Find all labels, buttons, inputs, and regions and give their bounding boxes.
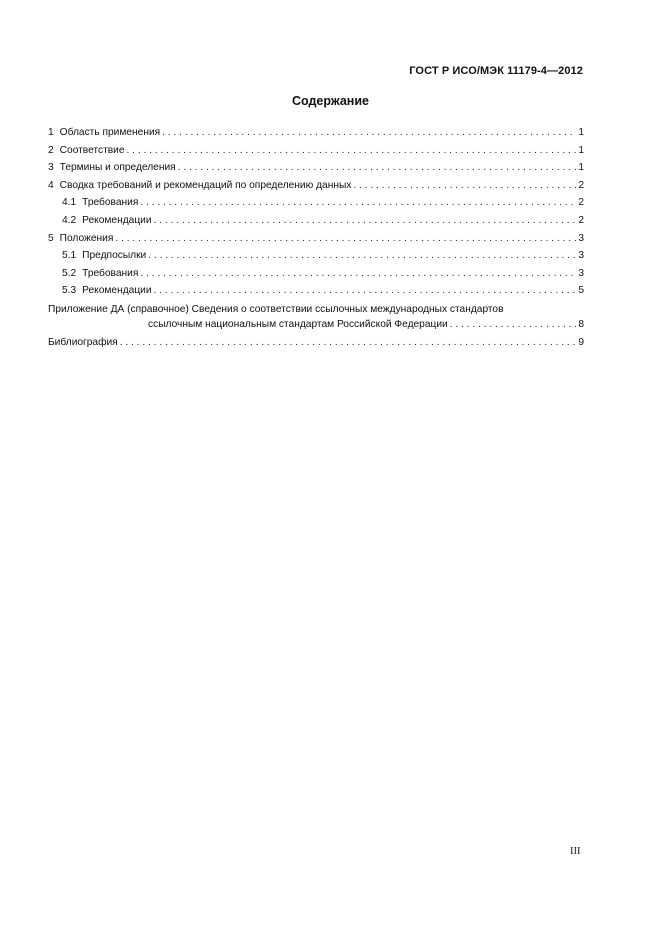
toc-entry-number: 4 [48, 179, 54, 191]
toc-entry-1[interactable] [48, 124, 584, 142]
toc-entry-page: 2 [578, 214, 584, 226]
toc-leader-dots [154, 282, 577, 300]
toc-leader-dots [127, 142, 577, 160]
toc-leader-dots [120, 334, 577, 352]
toc-entry-label: Термины и определения [59, 162, 176, 174]
toc-leader-dots [162, 124, 576, 142]
toc-entry-number: 3 [48, 162, 54, 174]
toc-entry-5-3[interactable] [48, 282, 584, 300]
toc-entry-page: 2 [578, 179, 584, 191]
toc-entry-number: 4.1 [62, 197, 77, 209]
toc-leader-dots [115, 230, 576, 248]
toc-entry-page: 2 [578, 197, 584, 209]
toc-leader-dots [353, 177, 576, 195]
toc-entry-page: 3 [578, 250, 584, 262]
page-title: Содержание [291, 94, 369, 108]
toc-entry-annex[interactable] [48, 302, 584, 334]
toc-entry-page: 3 [578, 267, 584, 279]
toc-entry-label: Предпосылки [82, 250, 147, 262]
page-number: III [570, 846, 581, 857]
toc-entry-label: Область применения [59, 127, 161, 138]
annex-title-line2-row [48, 317, 584, 334]
toc-leader-dots [450, 317, 577, 332]
toc-entry-page: 1 [578, 144, 584, 156]
toc-entry-page: 9 [578, 336, 584, 348]
toc-entry-5[interactable] [48, 230, 584, 248]
toc-entry-label: Рекомендации [82, 285, 152, 297]
toc-entry-4-1[interactable] [48, 194, 584, 212]
table-of-contents [48, 124, 584, 352]
toc-entry-5-2[interactable] [48, 265, 584, 283]
standard-designation: ГОСТ Р ИСО/МЭК 11179-4—2012 [409, 65, 583, 77]
toc-entry-number: 5.2 [62, 267, 77, 279]
toc-entry-number: 4.2 [62, 214, 77, 226]
toc-entry-number: 1 [48, 127, 54, 138]
toc-leader-dots [154, 212, 577, 230]
toc-entry-label: Положения [59, 232, 114, 244]
toc-entry-page: 3 [578, 232, 584, 244]
toc-entry-label: Сводка требований и рекомендаций по определению данных [59, 179, 352, 191]
annex-title-line1: Приложение ДА (справочное) Сведения о соответствии ссылочных международных стандартов [48, 303, 504, 315]
toc-entry-label: Рекомендации [82, 214, 152, 226]
toc-entry-label: Соответствие [59, 144, 125, 156]
toc-leader-dots [140, 265, 576, 283]
toc-entry-3[interactable] [48, 159, 584, 177]
toc-leader-dots [178, 159, 577, 177]
toc-leader-dots [140, 194, 576, 212]
toc-entry-label: Требования [82, 267, 139, 279]
toc-entry-4-2[interactable] [48, 212, 584, 230]
toc-entry-number: 2 [48, 144, 54, 156]
toc-leader-dots [148, 247, 576, 265]
toc-entry-label: Требования [82, 197, 139, 209]
toc-entry-page: 1 [578, 162, 584, 174]
toc-entry-2[interactable] [48, 142, 584, 160]
toc-entry-bibliography[interactable] [48, 334, 584, 352]
toc-entry-5-1[interactable] [48, 247, 584, 265]
toc-entry-page: 1 [578, 127, 584, 138]
toc-entry-label: Библиография [48, 336, 118, 348]
toc-entry-page: 5 [578, 285, 584, 297]
toc-entry-number: 5.3 [62, 285, 77, 297]
toc-entry-number: 5 [48, 232, 54, 244]
toc-entry-page: 8 [578, 318, 584, 330]
toc-entry-number: 5.1 [62, 250, 77, 262]
annex-title-line2: ссылочным национальным стандартам Российской Федерации [148, 318, 448, 330]
toc-entry-4[interactable] [48, 177, 584, 195]
